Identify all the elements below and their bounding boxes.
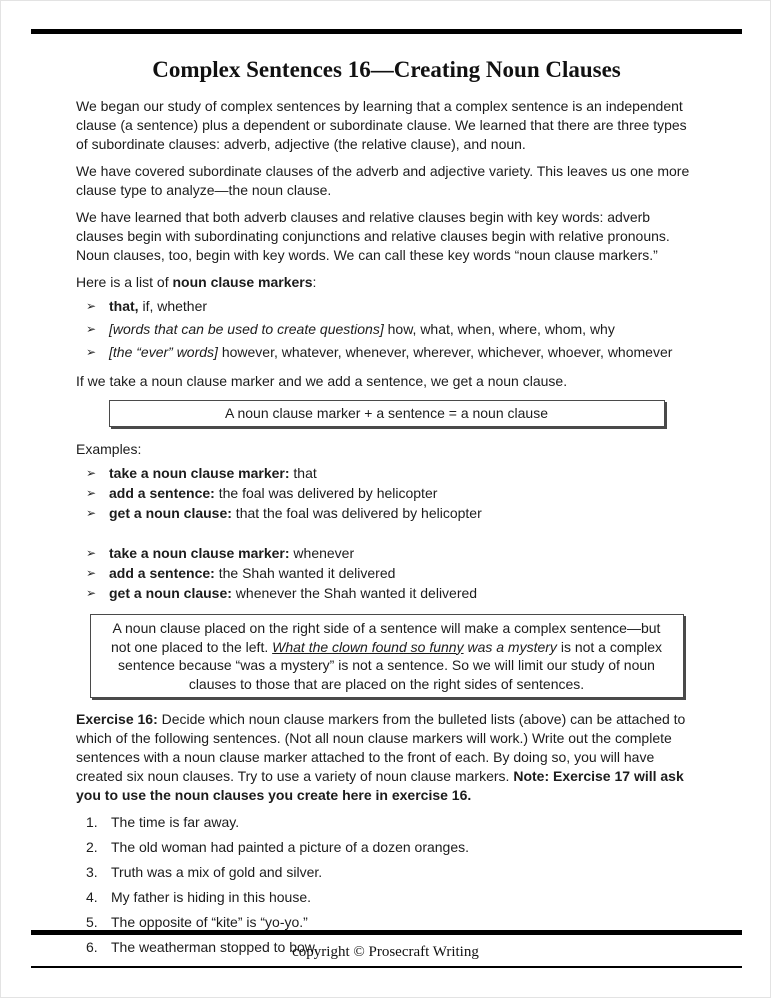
item-number: 3. [86,864,98,880]
bullet-item-text: [words that can be used to create questions] how, what, when, where, whom, why [109,321,615,337]
document-content [76,34,697,963]
example-item-text: take a noun clause marker: whenever [109,545,355,561]
intro-paragraph-3: We have learned that both adverb clauses and relative clauses begin with key words: adverb clauses begin with subordinating conjunctions and relative clauses begin with relative pronouns. Noun clauses, too, begin with key words. We can call these key words “noun clause markers.” [76,209,670,263]
item-number: 5. [86,914,98,930]
example-item-text: take a noun clause marker: that [109,465,317,481]
arrow-bullet-icon: ➢ [86,466,97,480]
example-item [86,584,697,603]
example-set-divider [76,533,697,542]
bullet-item [86,320,697,339]
arrow-bullet-icon: ➢ [86,586,97,600]
bullet-item [86,297,697,316]
arrow-bullet-icon: ➢ [86,345,97,359]
exercise-item [86,863,697,882]
item-text: The weatherman stopped to bow. [111,939,319,955]
example-item [86,504,697,523]
example-item [86,544,697,563]
noun-clause-markers-list [76,297,697,362]
example-item [86,484,697,503]
bullet-item [86,343,697,362]
bullet-item-text: [the “ever” words] however, whatever, whenever, wherever, whichever, whoever, whomever [109,344,673,360]
example-set-2 [76,544,697,603]
page-title: Complex Sentences 16—Creating Noun Clauses [152,57,621,82]
arrow-bullet-icon: ➢ [86,322,97,336]
item-text: The opposite of “kite” is “yo-yo.” [111,914,308,930]
example-item-text: add a sentence: the Shah wanted it delivered [109,565,396,581]
item-text: The time is far away. [111,814,240,830]
item-number: 4. [86,889,98,905]
example-item [86,564,697,583]
formula-box: A noun clause marker + a sentence = a noun clause [109,400,665,427]
footer-rule [31,966,742,968]
arrow-bullet-icon: ➢ [86,506,97,520]
item-text: My father is hiding in this house. [111,889,311,905]
bottom-rule [31,930,742,935]
item-number: 1. [86,814,98,830]
exercise-item [86,888,697,907]
item-number: 2. [86,839,98,855]
example-item-text: add a sentence: the foal was delivered by helicopter [109,485,438,501]
bullet-item-text: that, if, whether [109,298,208,314]
intro-paragraph-1: We began our study of complex sentences by learning that a complex sentence is an independent clause (a sentence) plus a dependent or subordinate clause. We learned that there are three types of subordinate clauses: adverb, adjective (the relative clause), and noun. [76,98,687,152]
arrow-bullet-icon: ➢ [86,486,97,500]
arrow-bullet-icon: ➢ [86,546,97,560]
footer-text: copyright © Prosecraft Writing [292,944,479,960]
item-number: 6. [86,939,98,955]
take-sentence-paragraph: If we take a noun clause marker and we add a sentence, we get a noun clause. [76,373,568,389]
example-item-text: get a noun clause: that the foal was delivered by helicopter [109,505,482,521]
exercise-item [86,838,697,857]
example-set-1 [76,464,697,523]
example-item-text: get a noun clause: whenever the Shah wanted it delivered [109,585,478,601]
arrow-bullet-icon: ➢ [86,299,97,313]
note-box: A noun clause placed on the right side of a sentence will make a complex sentence—but not one placed to the left. What the clown found so funny was a mystery is not a complex sentence because “was a mystery” is not a sentence. So we will limit our study of noun clauses to those that are placed on the right sides of sentences. [90,614,684,698]
item-text: The old woman had painted a picture of a dozen oranges. [111,839,470,855]
intro-paragraph-2: We have covered subordinate clauses of the adverb and adjective variety. This leaves us one more clause type to analyze—the noun clause. [76,163,690,198]
markers-list-heading: Here is a list of noun clause markers: [76,274,317,290]
exercise-instructions: Exercise 16: Decide which noun clause markers from the bulleted lists (above) can be attached to which of the following sentences. (Not all noun clause markers will work.) Write out the complete sentences with a noun clause marker attached to the front of each. By doing so, you will have created six noun clauses. Try to use a variety of noun clause markers. Note: Exercise 17 will ask you to use the noun clauses you create here in exercise 16. [76,711,686,803]
exercise-item [86,813,697,832]
item-text: Truth was a mix of gold and silver. [111,864,323,880]
examples-label: Examples: [76,441,142,457]
example-item [86,464,697,483]
exercise-sentence-list [76,813,697,957]
arrow-bullet-icon: ➢ [86,566,97,580]
